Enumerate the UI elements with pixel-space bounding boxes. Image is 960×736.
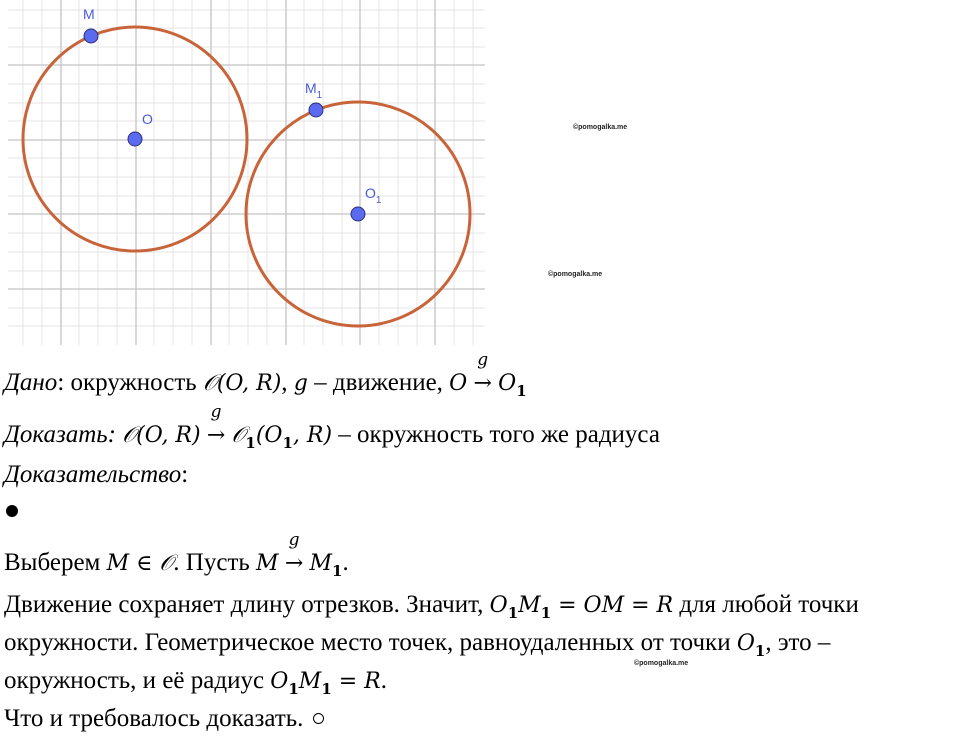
label-O: O [142, 111, 153, 127]
point-M1 [309, 103, 323, 117]
prove-result-b: (O [255, 423, 283, 448]
step2-sub1: 1 [507, 604, 519, 622]
arrow-label: g [477, 350, 489, 370]
prove-text: – окружность того же радиуса [332, 421, 660, 448]
label-M: M [83, 6, 95, 22]
step4-line [4, 666, 387, 704]
conclusion-line [4, 704, 324, 734]
given-O: O [449, 371, 468, 396]
prove-result-sub2: 1 [282, 434, 293, 452]
arrow-symbol: → [206, 423, 226, 448]
given-line [4, 350, 527, 406]
step4-end: . [380, 667, 387, 694]
step1-M: M [256, 551, 279, 576]
step1-arrow [284, 530, 304, 579]
step1-a: Выберем [4, 549, 107, 576]
step4-eq-b: M [298, 669, 322, 694]
step4-eq-a: O [270, 669, 289, 694]
label-O1-sub: 1 [375, 195, 382, 206]
prove-result-sub: 1 [245, 434, 256, 452]
bullet-icon [6, 505, 18, 517]
step4-eq-c: = R [331, 669, 381, 694]
step1-c: . Пусть [173, 549, 257, 576]
given-label: Дано [4, 369, 58, 396]
geometry-figure [0, 0, 490, 350]
given-circle: 𝒪(O, R) [202, 371, 282, 396]
prove-circle: 𝒪(O, R) [122, 423, 201, 448]
label-M1-sub: 1 [316, 90, 323, 101]
watermark: ©pomogalka.me [634, 660, 689, 667]
point-M [84, 29, 98, 43]
prove-label: Доказать: [4, 421, 116, 448]
prove-result-c: , R) [292, 423, 333, 448]
given-motion: – движение, [307, 369, 450, 396]
given-comma: , [281, 369, 294, 396]
step4-a: окружность, и её радиус [4, 667, 271, 694]
step2-eq-a: O [489, 593, 508, 618]
given-text: : окружность [57, 369, 203, 396]
step2-eq-c: = OM = R [551, 593, 674, 618]
step2-b: для любой точки [673, 591, 859, 618]
step1-line [4, 530, 349, 586]
grid [8, 0, 485, 345]
label-O1-main: O [365, 185, 376, 201]
step1-b: M ∈ 𝒪 [106, 551, 174, 576]
step4-sub2: 1 [321, 680, 332, 698]
step1-M1-sub: 1 [332, 562, 343, 580]
conclusion-text: Что и требовалось доказать. [4, 705, 304, 732]
prove-arrow [206, 402, 226, 451]
step2-line [4, 590, 859, 628]
given-O1-sub: 1 [516, 382, 527, 400]
step2-a: Движение сохраняет длину отрезков. Значит, [4, 591, 490, 618]
step3-line [4, 628, 830, 666]
given-O1: O [498, 371, 517, 396]
step2-eq-b: M [518, 593, 541, 618]
label-M1 [305, 80, 323, 101]
step3-b: , это – [765, 629, 831, 656]
step3-sub: 1 [754, 642, 766, 660]
arrow-label: g [288, 530, 300, 550]
arrow-symbol: → [284, 551, 304, 576]
step1-end: . [342, 549, 349, 576]
watermark: ©pomogalka.me [548, 271, 603, 278]
proof-heading [4, 460, 188, 490]
given-arrow [473, 350, 492, 399]
given-g: g [293, 371, 308, 396]
step4-sub1: 1 [288, 680, 299, 698]
point-O [128, 132, 142, 146]
qed-circle-icon [313, 713, 324, 724]
step3-a: окружности. Геометрическое место точек, равноудаленных от точки [4, 629, 737, 656]
arrow-symbol: → [473, 371, 492, 396]
arrow-label: g [210, 402, 222, 422]
prove-result-a: 𝒪 [231, 423, 246, 448]
step2-sub2: 1 [540, 604, 552, 622]
step1-M1: M [309, 551, 333, 576]
point-O1 [351, 207, 365, 221]
prove-line [4, 402, 660, 458]
step3-O: O [736, 631, 755, 656]
label-M1-main: M [305, 80, 317, 96]
proof-colon: : [181, 461, 189, 488]
proof-label: Доказательство [4, 461, 182, 488]
watermark: ©pomogalka.me [573, 124, 628, 131]
